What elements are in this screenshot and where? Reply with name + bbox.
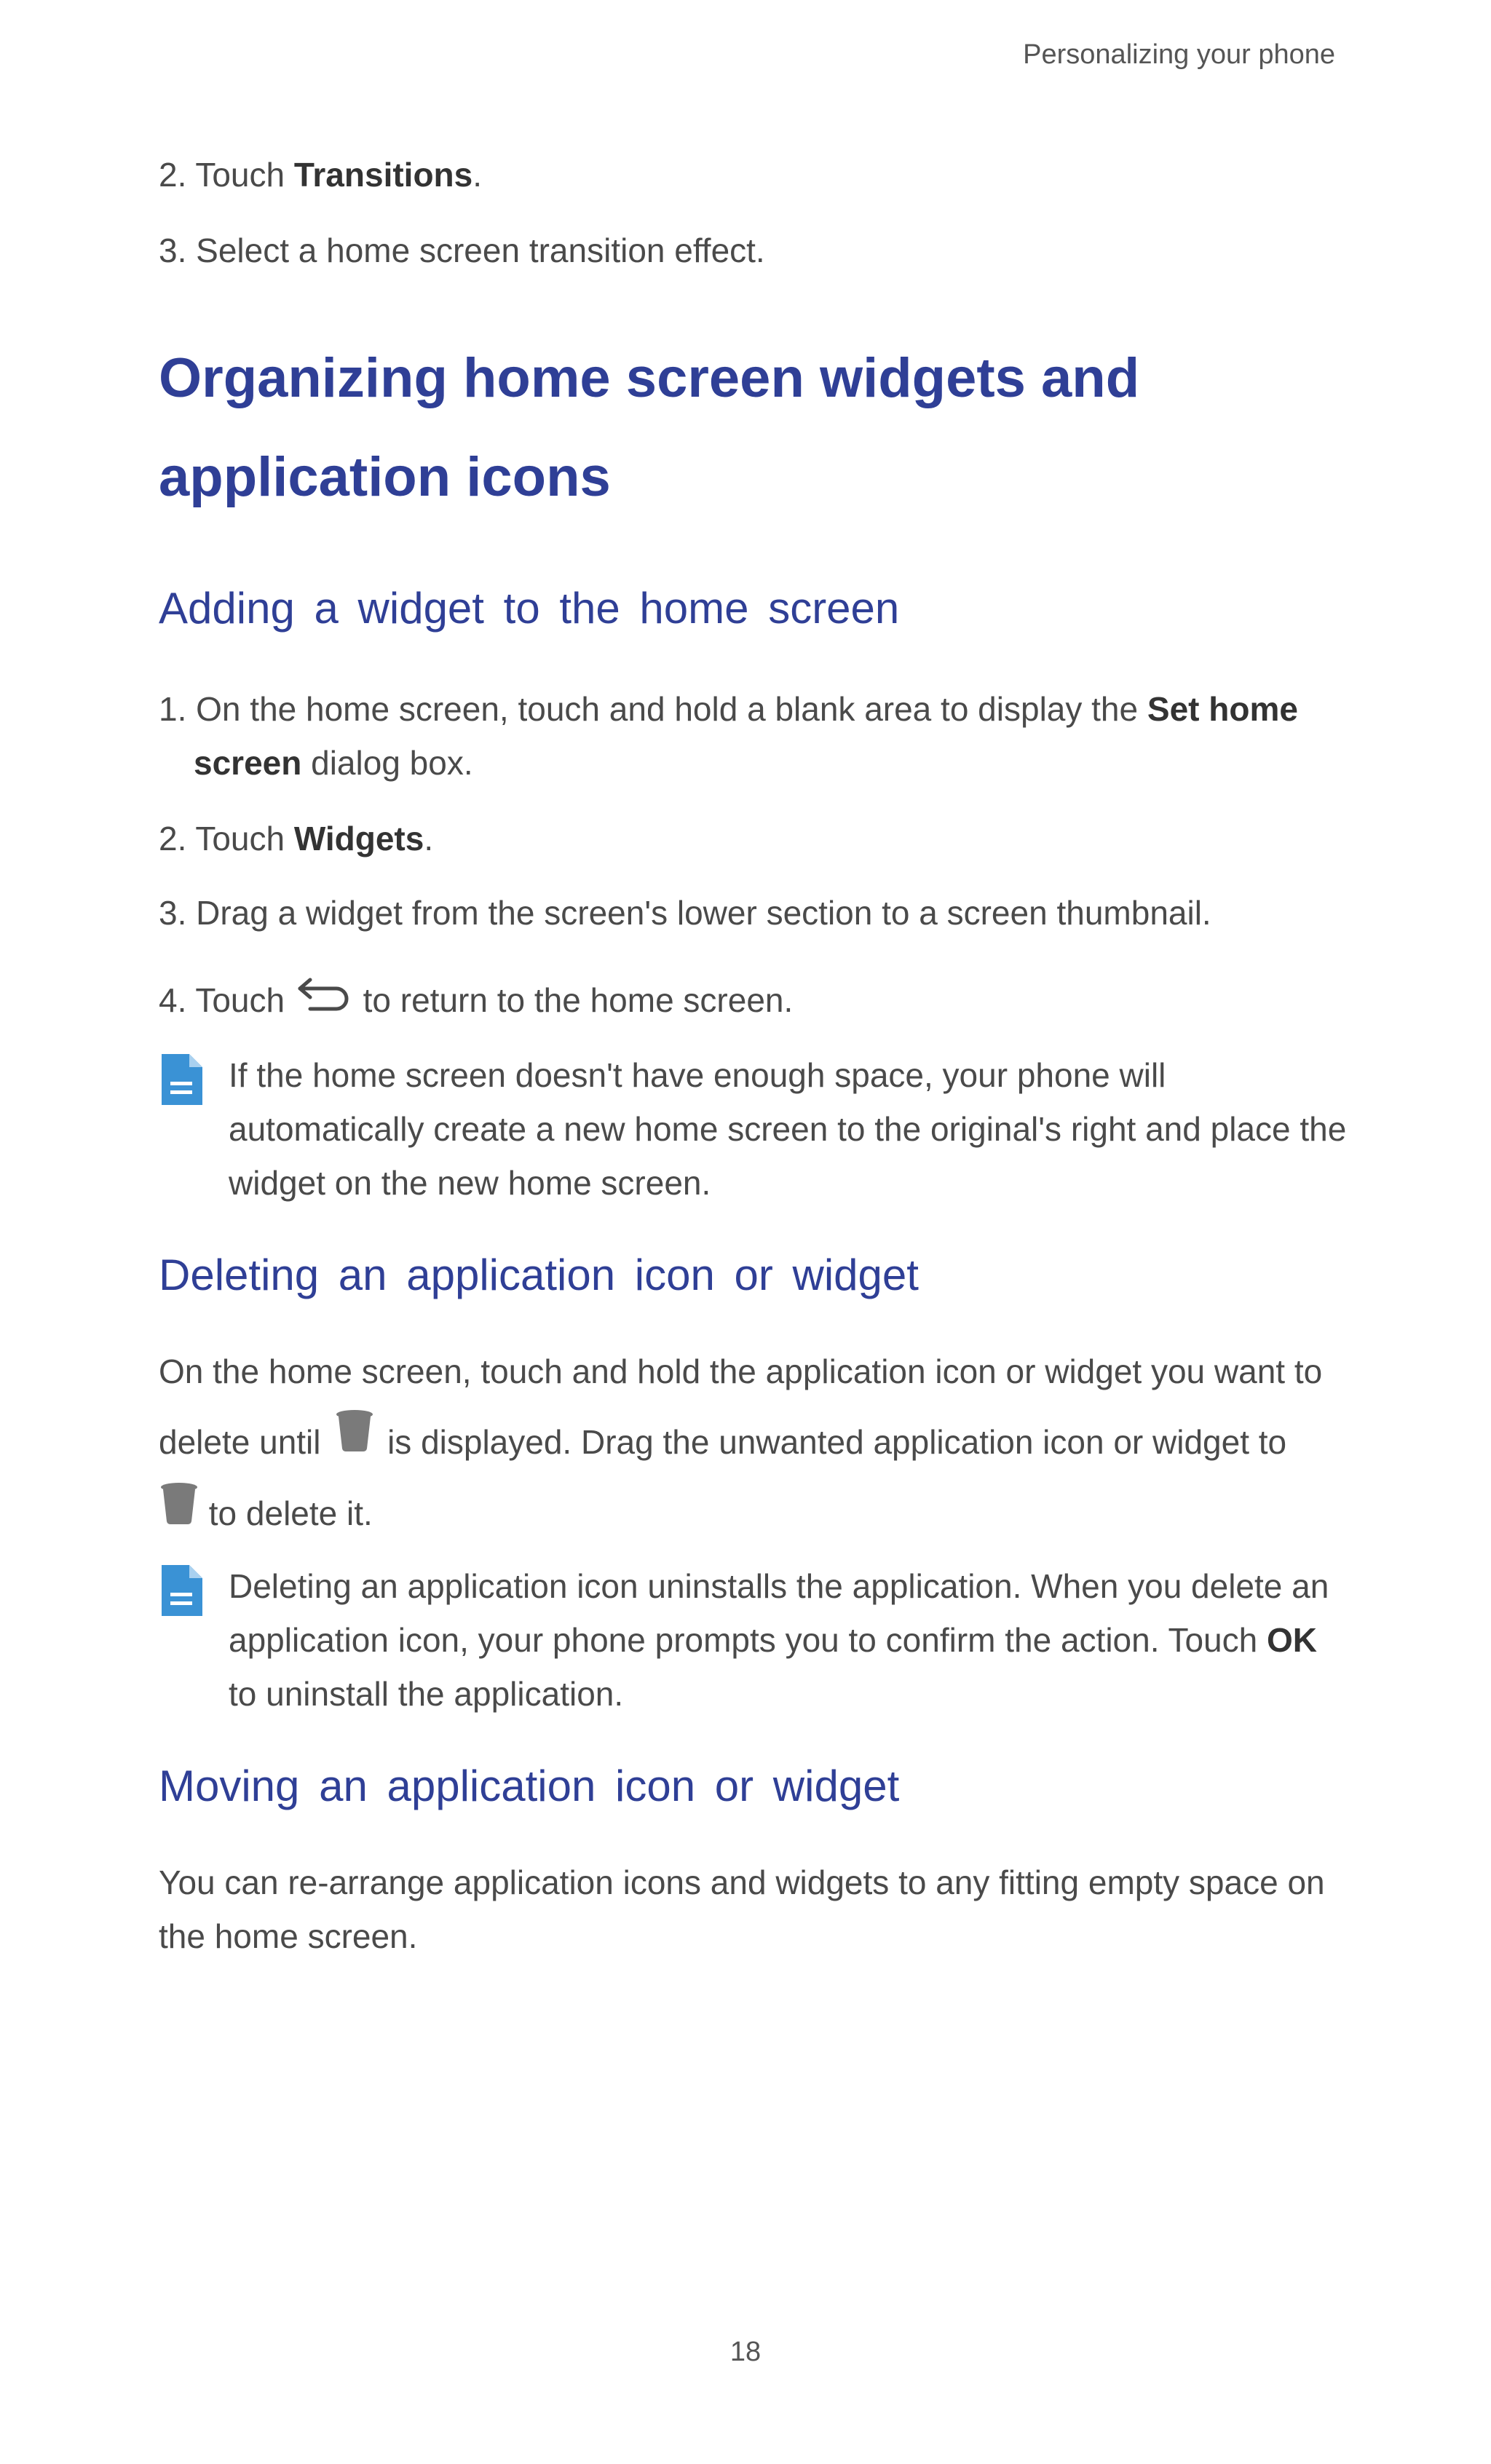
running-header: Personalizing your phone [1023,39,1335,70]
section-title-line1: Organizing home screen widgets and [159,347,1140,409]
adding-step1: 1. On the home screen, touch and hold a blank area to display the Set home [159,690,1298,728]
note-adding-line2: automatically create a new home screen to the original's right and place the [229,1110,1347,1148]
adding-step1-cont: screen dialog box. [194,744,473,782]
page-number: 18 [729,2337,762,2367]
heading-deleting: Deleting an application icon or widget [159,1251,919,1299]
note-adding-line3: widget on the new home screen. [229,1164,711,1202]
adding-step4: 4. Touch to return to the home screen. [159,974,1338,1032]
note-document-icon [159,1053,204,1106]
step-transitions: 2. Touch Transitions. [159,156,483,194]
trash-can-icon [159,1481,199,1540]
moving-line1: You can re-arrange application icons and widgets to any fitting empty space on [159,1863,1325,1901]
note-deleting-line3: to uninstall the application. [229,1675,624,1713]
step-select-effect: 3. Select a home screen transition effect. [159,231,765,269]
adding-step2: 2. Touch Widgets. [159,820,434,857]
note-deleting-line1: Deleting an application icon uninstalls the application. When you delete an [229,1567,1329,1605]
heading-moving: Moving an application icon or widget [159,1762,900,1810]
deleting-line1: On the home screen, touch and hold the application icon or widget you want to [159,1352,1323,1390]
note-adding-line1: If the home screen doesn't have enough space, your phone will [229,1056,1166,1094]
note-document-icon [159,1564,204,1617]
back-arrow-icon [294,974,354,1032]
moving-line2: the home screen. [159,1917,418,1955]
trash-can-icon [334,1408,375,1467]
adding-step3: 3. Drag a widget from the screen's lower section to a screen thumbnail. [159,894,1211,932]
deleting-line3: to delete it. [159,1486,1338,1546]
heading-adding-widget: Adding a widget to the home screen [159,584,900,633]
section-title-line2: application icons [159,446,611,508]
note-deleting-line2: application icon, your phone prompts you to confirm the action. Touch OK [229,1621,1317,1659]
deleting-line2: delete until is displayed. Drag the unwanted application icon or widget to [159,1415,1338,1475]
